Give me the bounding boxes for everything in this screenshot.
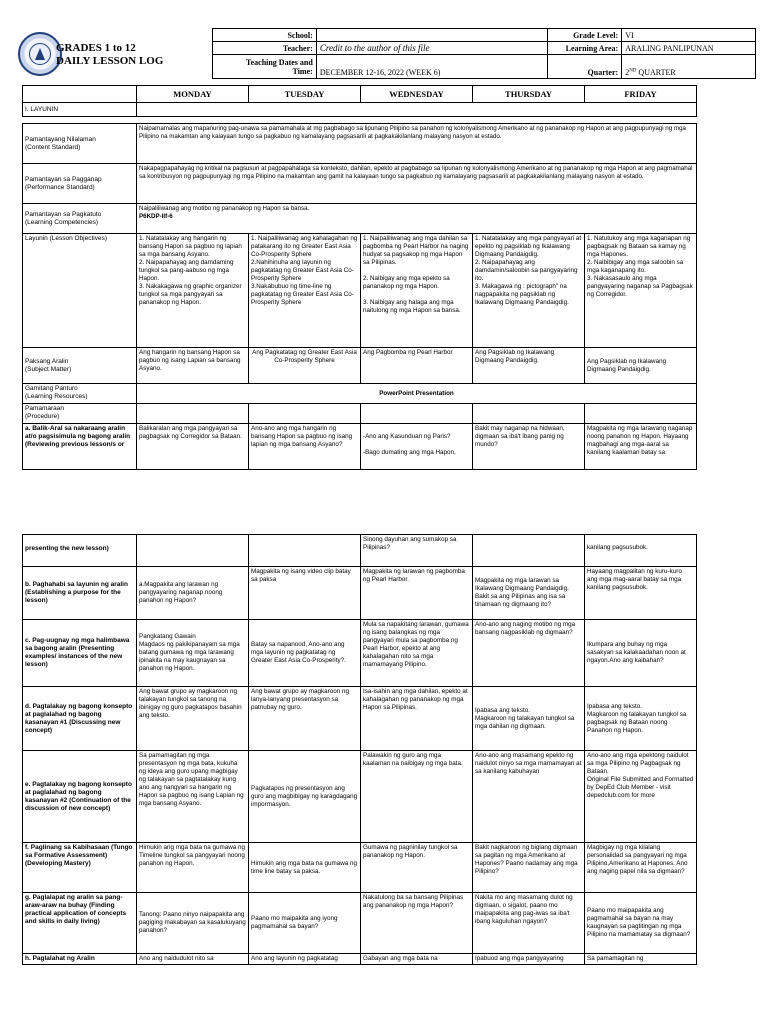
step-g-row <box>23 893 697 954</box>
step-c-tuesday: Batay sa napanood, Ano-ano ang mga layunin ng pagkatatag ng Greater East Asia Co-Prosperity?. <box>249 620 361 687</box>
step-f-row <box>23 843 697 893</box>
day-wednesday: WEDNESDAY <box>361 86 473 103</box>
step-e-label: e. Pagtalakay ng bagong konsepto at paglalahad ng bagong kasanayan #2 (Continuation of the discussion of new concept) <box>23 751 137 843</box>
step-e-wednesday: Palawakin ng guro ang mga kaalaman na naibigay ng mga bata. <box>361 751 473 843</box>
subject-matter-label: Paksang Aralin (Subject Matter) <box>23 348 137 384</box>
title-line2: DAILY LESSON LOG <box>56 55 164 67</box>
step-h-label: h. Paglalahat ng Aralin <box>23 954 137 965</box>
step-e-tuesday: Pagkatapos ng presentasyon ang guro ang magbibigay ng karagdagang impormasyon. <box>249 751 361 843</box>
dates-field[interactable]: DECEMBER 12-16, 2022 (WEEK 6) <box>316 55 547 79</box>
day-thursday: THURSDAY <box>473 86 585 103</box>
step-d-label: d. Pagtalakay ng bagong konsepto at paglalahad ng bagong kasanayan #1 (Discussing new concept) <box>23 687 137 751</box>
subject-matter-friday: Ang Pagsiklab ng Ikalawang Digmaang Pandaigdig. <box>585 348 697 384</box>
step-a-monday-continued <box>137 535 249 567</box>
school-label: School: <box>213 29 317 42</box>
performance-standard-text: Nakapagpapahayag ng kritikal na pagsusuri at pagpapahalaga sa konteksto, dahilan, epekto at pagbabago sa lipunan ng kolonyalismong Amerikano at ng pananakop ng mga Hapon at ang pagmamahal sa kontribusyon ng pagpupunyagi ng mga Pilipino na makamtan ang gamit na kalayaan tungo sa pagkabuo ng kamalayang pagsasarili at pagkakakilanlang malayang nasyon at estado. <box>137 164 697 204</box>
dll-header <box>16 28 756 80</box>
quarter-field[interactable] <box>622 55 756 79</box>
section-layunin-label: I. LAYUNIN <box>23 103 137 117</box>
resources-text: PowerPoint Presentation <box>137 384 697 404</box>
resources-label: Gamitang Panturo (Learning Resources) <box>23 384 137 404</box>
step-h-tuesday: Ano ang layunin ng pagkatatag <box>249 954 361 965</box>
title-line1: GRADES 1 to 12 <box>56 42 136 54</box>
competencies-label: Pamantayan sa Pagkatuto (Learning Competencies) <box>23 204 137 234</box>
step-c-row <box>23 620 697 687</box>
step-b-monday: a.Magpakita ang larawan ng pangyayaring naganap noong panahon ng Hapon? <box>137 567 249 620</box>
step-d-row <box>23 687 697 751</box>
step-f-thursday: Bakit nagkaroon ng biglang digmaan sa pagitan ng mga Amerikano at Hapones? Paano nadamay ang mga Pilipino? <box>473 843 585 893</box>
step-g-wednesday: Nakatulong ba sa bansang Pilipinas ang pananakop ng mga Hapon? <box>361 893 473 954</box>
subject-matter-row <box>23 348 697 384</box>
step-d-monday: Ang bawat grupo ay magkaroon ng talakayan tungkol sa tanong na ibinigay ng guro pagkatapos basahin ang teksto. <box>137 687 249 751</box>
objectives-label: Layunin (Lesson Objectives) <box>23 234 137 348</box>
step-b-tuesday: Magpakita ng isang video clip batay sa paksa <box>249 567 361 620</box>
form-title <box>56 42 163 68</box>
step-e-monday: Sa pamamagitan ng mga presentasyon ng mga bata, kukuha ng ideya ang guro upang magbigay ng talakayan sa pagtatalakay kung ano ang nangyari sa hangarin ng Hapon sa pagbuo ng isang Lapian ng mga bansang Asyano. <box>137 751 249 843</box>
step-h-wednesday: Gabayan ang mga bata na <box>361 954 473 965</box>
step-d-friday: Ipabasa ang teksto. Magkaroon ng talakayan tungkol sa pagbagsak ng Bataan noong Panahon ng Hapon. <box>585 687 697 751</box>
grade-level-field[interactable]: VI <box>622 29 756 42</box>
step-g-tuesday: Paano mo maipakita ang iyong pagmamahal sa bayan? <box>249 893 361 954</box>
step-c-wednesday: Mula sa napakitang larawan, gumawa ng isang balangkas ng mga pangyayari mula sa pagbomba ng Pearl Harbor, epekto at ang kahalagahan nito sa mga mamamayang Pilipino. <box>361 620 473 687</box>
spacer-row <box>23 117 697 124</box>
step-c-thursday: Ano-ano ang naging motibo ng mga bansang nagpasiklab ng digmaan? <box>473 620 585 687</box>
step-a-row-top <box>23 424 697 470</box>
quarter-suffix: ND <box>629 68 637 74</box>
content-standard-text: Naipamamalas ang mapanuring pag-unawa sa pamamahala at mg pagbabago sa lipunang Pilipino sa panahon ng kolonyalismong Amerikano at ng pananakop ng Hapon at ang pagpupunyagi ng mga Pilipino na makamtan ang kalayaan tungo sa pagkabuo ng kamalayang pagsasarili at pagkakakilanlang malayang nasyon at estado. <box>137 124 697 164</box>
subject-matter-wednesday: Ang Pagbomba ng Pearl Harbor <box>361 348 473 384</box>
teacher-field[interactable]: Credit to the author of this file <box>316 42 547 55</box>
procedure-monday <box>137 404 249 424</box>
step-f-tuesday: Himukin ang mga bata na gumawa ng time line batay sa paksa. <box>249 843 361 893</box>
procedure-wednesday <box>361 404 473 424</box>
quarter-word: QUARTER <box>636 68 676 77</box>
step-a-label: a. Balik-Aral sa nakaraang aralin at/o pagsisimula ng bagong aralin (Reviewing previous lesson/s or <box>23 424 137 470</box>
procedure-thursday <box>473 404 585 424</box>
step-h-monday: Ano ang naidudulot nito sa <box>137 954 249 965</box>
procedure-row <box>23 404 697 424</box>
step-f-monday: Himukin ang mga bata na gumawa ng Timeline tungkol sa pangyayari noong panahon ng Hapon. <box>137 843 249 893</box>
step-a-wednesday: -Ano ang Kasunduan ng Paris? -Bago dumating ang mga Hapon, <box>361 424 473 470</box>
step-d-thursday: Ipabasa ang teksto. Magkaroon ng talakayan tungkol sa mga dahilan ng digmaan. <box>473 687 585 751</box>
competency-statement: Naipaliliwanag ang motibo ng pananakop ng Hapon sa bansa. <box>139 205 310 212</box>
objectives-friday: 1. Natutukoy ang mga kaganapan ng pagbagsak ng Bataan sa kamay ng mga Hapones. 2. Naibibigay ang mga saloobin sa mga kaganapang ito. 3. Nakasasaulo ang mga pangyayaring naganap sa Pagbagsak ng Corregidor. <box>585 234 697 348</box>
objectives-row <box>23 234 697 348</box>
step-a-tuesday: Ano-ano ang mga hangarin ng bansang Hapon sa pagbuo ng isang lapian ng mga bansang Asyano? <box>249 424 361 470</box>
dates-label <box>213 55 317 79</box>
step-f-wednesday: Gumawa ng pagninilay tungkol sa pananakop ng Hapon. <box>361 843 473 893</box>
step-h-thursday: Ipabuod ang mga pangyayaring <box>473 954 585 965</box>
step-a-thursday-continued <box>473 535 585 567</box>
step-g-thursday: Nakita mo ang masamang dulot ng digmaan, o sigalot, paano mo maipapakita ang pag-iwas sa iba't ibang kaguluhan ngayon? <box>473 893 585 954</box>
subject-matter-monday: Ang hangarin ng bansang Hapon sa pagbuo ng isang Lapian sa bansang Asyano. <box>137 348 249 384</box>
header-info-grid <box>212 28 756 79</box>
step-f-label: f. Paglinang sa Kabihasaan (Tungo sa Formative Assessment) (Developing Mastery) <box>23 843 137 893</box>
step-b-row <box>23 567 697 620</box>
step-b-wednesday: Magpakita ng larawan ng pagbomba ng Pearl Harbor. <box>361 567 473 620</box>
objectives-thursday: 1. Natatalakay ang mga pangyayari at epekto ng pagsiklab ng Ikalawang Digmaang Pandaigdig. 2. Naipapahayag ang damdamin/saloobin sa pangyayaring ito. 3. Makagawa ng : pictograph" na nagpapakita ng pagsiklab ng Ikalawang Digmaang Pandaigdig. <box>473 234 585 348</box>
content-standard-row <box>23 124 697 164</box>
days-header-row <box>23 86 697 103</box>
day-monday: MONDAY <box>137 86 249 103</box>
section-layunin-blank <box>137 103 697 117</box>
step-a-wednesday-continued: Sinong dayuhan ang sumakop sa Pilipinas? <box>361 535 473 567</box>
quarter-label: Quarter: <box>548 55 622 79</box>
step-b-label: b. Paghahabi sa layunin ng aralin (Establishing a purpose for the lesson) <box>23 567 137 620</box>
step-g-monday: Tanong: Paano ninyo naipapakita ang pagiging makabayan sa kasalukuyang panahon? <box>137 893 249 954</box>
objectives-monday: 1. Natatalakay ang hangarin ng bansang Hapon sa pagbuo ng lapian sa mga bansang Asyano. 2. Naipapahayag ang damdaming tungkol sa pang-aabuso ng mga Hapon. 3. Nakakagawa ng graphic organizer tungkol sa mga pangyayari sa pananakop ng Hapon. <box>137 234 249 348</box>
step-e-thursday: Ano-ano ang masamang epekto ng naidulot ninyo sa mga mamamayan at sa kanilang kabuhayan <box>473 751 585 843</box>
procedure-tuesday <box>249 404 361 424</box>
step-a-label-continued: presenting the new lesson) <box>23 535 137 567</box>
step-a-friday-continued: kanilang pagsusubok. <box>585 535 697 567</box>
step-a-thursday: Bakit may naganap na hidwaan, digmaan sa iba't ibang panig ng mundo? <box>473 424 585 470</box>
step-b-friday: Hayaang magpalitan ng kuru-kuro ang mga mag-aaral batay sa mga kanilang pagsusubok. <box>585 567 697 620</box>
learning-area-label: Learning Area: <box>548 42 622 55</box>
procedure-friday <box>585 404 697 424</box>
step-f-friday: Magbigay ng mga kilalang personalidad sa pangyayari ng mga Pilipino,Amerikano at Hapones. Ano ang naging papel nila sa digmaan? <box>585 843 697 893</box>
school-field[interactable] <box>316 29 547 42</box>
dates-label-line1: Teaching Dates and <box>245 57 313 67</box>
step-c-monday: Pangkatang Gawain Magdaos ng pakikipanayam sa mga batang gumawa ng mga larawang ipinakita na may kaugnayan sa panahon ng Hapon. <box>137 620 249 687</box>
lesson-log-table-part2 <box>22 534 697 965</box>
step-g-label: g. Paglalapat ng aralin sa pang-araw-araw na buhay (Finding practical application of concepts and skills in daily living) <box>23 893 137 954</box>
step-g-friday: Paano mo maipapakita ang pagmamahal sa bayan na may kaugnayan sa pagtitingan ng mga Pilipino na mamamatay sa digmaan? <box>585 893 697 954</box>
performance-standard-label: Pamantayan sa Pagganap (Performance Standard) <box>23 164 137 204</box>
quarter-number: 2 <box>625 68 630 77</box>
step-a-monday: Balikaralan ang mga pangyayari sa pagbagsak ng Corregidor sa Bataan. <box>137 424 249 470</box>
step-c-label: c. Pag-uugnay ng mga halimbawa sa bagong aralin (Presenting examples/ instances of the new lesson) <box>23 620 137 687</box>
lesson-log-table-part1 <box>22 85 697 470</box>
step-a-row-bottom <box>23 535 697 567</box>
competency-code: P6KDP-IIf-6 <box>139 213 173 220</box>
step-d-wednesday: Isa-isahin ang mga dahilan, epekto at kahalagahan ng pananakop ng mga Hapon sa Pilipinas. <box>361 687 473 751</box>
step-b-thursday: Magpakita ng mga larawan sa Ikalawang Digmaang Pandaigdig. Bakit sa ang Pilipinas ang isa sa tinamaan ng digmaang ito? <box>473 567 585 620</box>
competencies-row <box>23 204 697 234</box>
step-e-row <box>23 751 697 843</box>
step-h-friday: Sa pamamagitan ng <box>585 954 697 965</box>
step-d-tuesday: Ang bawat grupo ay magkaroon ng lanya-lanyang presentasyon sa patnubay ng guro. <box>249 687 361 751</box>
subject-matter-thursday: Ang Pagsiklab ng Ikalawang Digmaang Pandaigdig. <box>473 348 585 384</box>
performance-standard-row <box>23 164 697 204</box>
teacher-label: Teacher: <box>213 42 317 55</box>
day-tuesday: TUESDAY <box>249 86 361 103</box>
objectives-tuesday: 1. Naipaliliwanag ang kahalagahan ng patakarang ito ng Greater East Asia Co-Prosperity Sphere 2.Nahihinuha ang layunin ng pagkatatag ng Greater East Asia Co-Prosperity Sphere 3.Nakabubuo ng time-line ng pagkatatag ng Greater East Asia Co-Prosperity Sphere <box>249 234 361 348</box>
dates-label-line2: Time: <box>292 66 313 76</box>
learning-area-field[interactable]: ARALING PANLIPUNAN <box>622 42 756 55</box>
section-layunin-row <box>23 103 697 117</box>
step-a-tuesday-continued <box>249 535 361 567</box>
subject-matter-tuesday: Ang Pagkatatag ng Greater East Asia Co-Prosperity Sphere <box>249 348 361 384</box>
step-c-friday: Ikumpara ang buhay ng mga sasakyan sa kalakaadahan noon at ngayon.Ano ang kaibahan? <box>585 620 697 687</box>
competencies-text <box>137 204 697 234</box>
procedure-label: Pamamaraan (Procedure) <box>23 404 137 424</box>
days-header-blank <box>23 86 137 103</box>
step-h-row <box>23 954 697 965</box>
step-a-friday: Magpakita ng mga larawang naganap noong panahon ng Hapon. Hayaang magbahagi ang mga-aaral sa kanilang kaalaman batay sa <box>585 424 697 470</box>
objectives-wednesday: 1. Naipaliliwanag ang mga dahilan sa pagbomba ng Pearl Harbor na naging hudyat sa pagsakop ng mga Hapon sa Pilipinas. 2. Naibigay ang mga epekto sa pananakop ng mga Hapon. 3. Naibigay ang halaga ang mga naitulong ng mga Hapon sa bansa. <box>361 234 473 348</box>
grade-level-label: Grade Level: <box>548 29 622 42</box>
step-e-friday: Ano-ano ang mga epektong naidulot sa mga Pilipino ng Pagbagsak ng Bataan. Original File Submitted and Formatted by DepEd Club Member - visit depedclub.com for more <box>585 751 697 843</box>
content-standard-label: Pamantayang Nilalaman (Content Standard) <box>23 124 137 164</box>
resources-row <box>23 384 697 404</box>
day-friday: FRIDAY <box>585 86 697 103</box>
